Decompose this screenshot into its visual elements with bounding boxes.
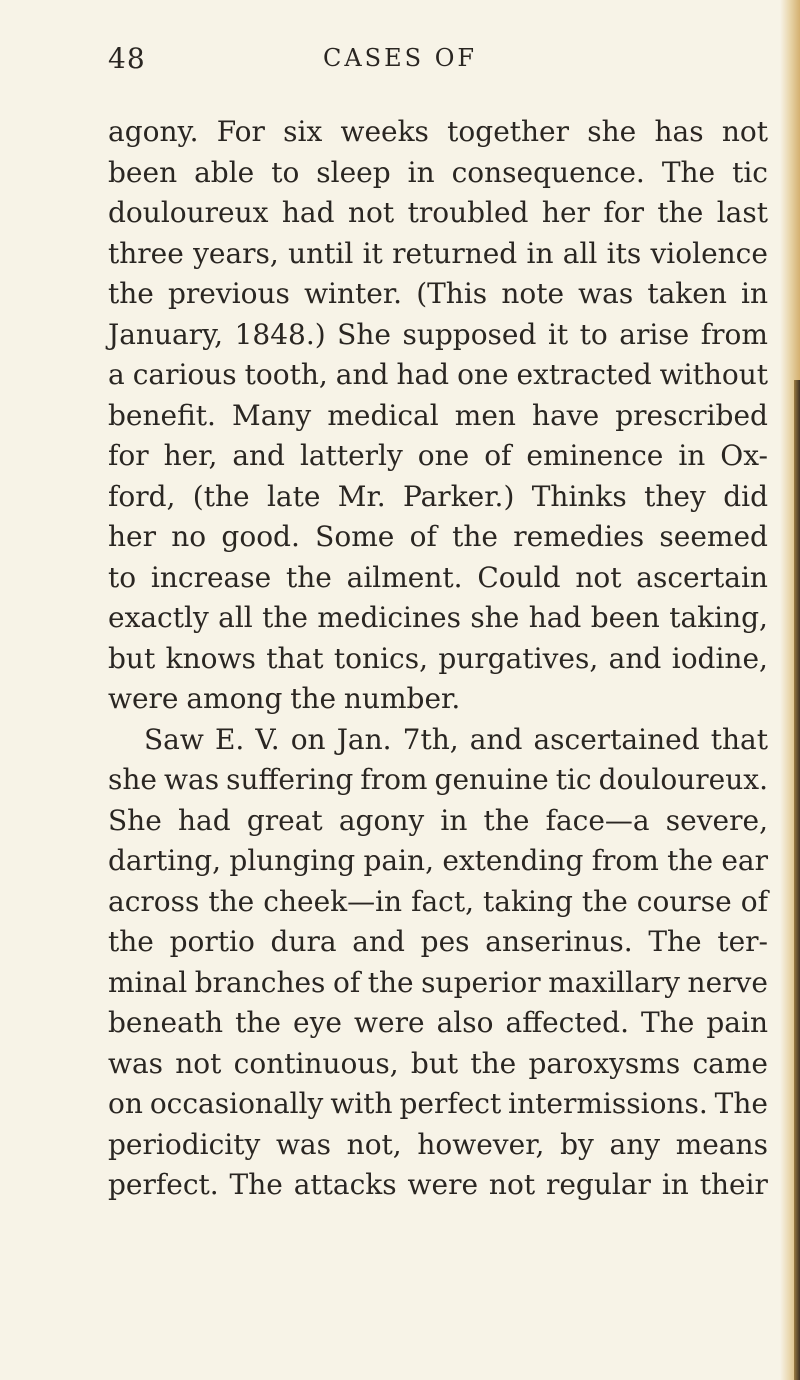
word: Saw	[144, 722, 204, 756]
word: were	[407, 1168, 479, 1201]
word: not	[347, 196, 395, 229]
word: not	[175, 1046, 222, 1080]
word: affected.	[505, 1006, 629, 1039]
word: and	[232, 439, 285, 472]
word: in	[526, 236, 554, 270]
word: January,	[108, 317, 224, 351]
word: dura	[270, 925, 337, 958]
word: one	[417, 439, 470, 472]
word: of	[409, 520, 437, 553]
word: in	[678, 439, 706, 472]
word: that	[266, 641, 324, 675]
word: troubled	[407, 196, 529, 229]
word: from	[700, 317, 768, 351]
word: without	[659, 358, 768, 391]
word: for	[108, 439, 149, 472]
word: agony	[338, 803, 425, 837]
word: severe,	[665, 803, 768, 837]
word: six	[283, 115, 323, 148]
word: among	[186, 682, 283, 715]
word: agony.	[108, 115, 199, 148]
word: ter-	[717, 925, 768, 958]
word: and	[335, 358, 389, 391]
word: until	[288, 236, 354, 270]
text-line	[108, 112, 768, 153]
word: have	[532, 398, 600, 432]
word: weeks	[340, 115, 429, 148]
word: extracted	[516, 358, 652, 391]
word: beneath	[108, 1006, 224, 1039]
word: for	[603, 196, 644, 229]
text-line	[108, 1044, 768, 1085]
word: also	[436, 1006, 494, 1039]
word: pain	[706, 1006, 768, 1039]
word: not	[488, 1168, 536, 1201]
word: occasionally	[149, 1087, 324, 1120]
word: the	[367, 965, 414, 999]
word: a	[108, 358, 125, 391]
word: note	[501, 277, 565, 310]
word: douloureux	[108, 196, 269, 229]
word: had	[281, 196, 335, 229]
text-line	[108, 1003, 768, 1044]
text-line	[108, 841, 768, 882]
word: in	[440, 803, 468, 837]
word: not	[575, 560, 622, 594]
word: perfect	[399, 1087, 502, 1120]
word: face—a	[545, 803, 650, 837]
word: all	[218, 601, 253, 634]
word: that	[710, 722, 768, 756]
word: Mr.	[337, 479, 386, 513]
word: the	[290, 682, 337, 715]
word: the	[208, 884, 255, 918]
word: she	[470, 601, 520, 634]
word: the	[581, 884, 628, 918]
word: the	[108, 925, 154, 958]
word: taken	[647, 277, 727, 310]
word: Ox-	[720, 439, 768, 472]
text-line	[108, 315, 768, 356]
word: by	[560, 1127, 594, 1161]
text-line	[108, 477, 768, 518]
word: douloureux.	[598, 763, 768, 796]
word: nerve	[687, 965, 768, 999]
text-line	[108, 679, 768, 720]
word: portio	[169, 925, 255, 958]
word: tic	[732, 155, 768, 189]
word: late	[266, 479, 321, 513]
word: her	[108, 520, 156, 553]
word: prescribed	[615, 398, 768, 432]
word: ear	[721, 844, 768, 877]
word: 7th,	[402, 722, 459, 756]
word: knows	[165, 641, 256, 675]
word: For	[216, 115, 265, 148]
word: returned	[392, 236, 518, 270]
word: had	[528, 601, 582, 634]
word: came	[692, 1046, 768, 1080]
word: were	[108, 682, 179, 715]
word: 1848.)	[234, 317, 326, 351]
word: carious	[132, 358, 237, 391]
word: one	[457, 358, 509, 391]
word: to	[579, 317, 608, 351]
running-header	[0, 42, 800, 82]
word: with	[330, 1087, 393, 1120]
word: three	[108, 236, 184, 270]
text-line	[108, 963, 768, 1004]
word: means	[675, 1127, 768, 1161]
word: from	[591, 844, 659, 877]
word: she	[587, 115, 637, 148]
word: fact,	[411, 884, 475, 918]
word: her	[541, 196, 590, 229]
word: E.	[214, 722, 245, 756]
word: extending	[442, 844, 584, 877]
word: she	[108, 763, 157, 796]
word: seemed	[659, 520, 768, 553]
text-line	[108, 1125, 768, 1166]
word: the	[285, 560, 332, 594]
word: of	[484, 439, 512, 472]
word: the	[235, 1006, 281, 1039]
word: attacks	[293, 1168, 397, 1201]
text-line	[108, 558, 768, 599]
text-line	[108, 801, 768, 842]
word: tonics,	[333, 641, 428, 675]
word: they	[644, 479, 706, 513]
word: of	[332, 965, 361, 999]
word: ascertain	[636, 560, 768, 594]
running-title: CASES OF	[322, 44, 478, 72]
text-line	[108, 193, 768, 234]
word: on	[108, 1087, 143, 1120]
word: latterly	[299, 439, 403, 472]
word: minal	[108, 965, 188, 999]
word: Many	[232, 398, 312, 432]
text-line	[108, 436, 768, 477]
word: together	[447, 115, 570, 148]
word: years,	[193, 236, 279, 270]
word: in	[741, 277, 768, 310]
word: but	[410, 1046, 459, 1080]
word: Some	[315, 520, 395, 553]
word: The	[661, 155, 716, 189]
word: The	[648, 925, 702, 958]
word: pain,	[363, 844, 434, 877]
word: of	[740, 884, 768, 918]
word: number.	[343, 682, 461, 715]
word: branches	[194, 965, 326, 999]
word: was	[275, 1127, 331, 1161]
word: the	[667, 844, 714, 877]
word: increase	[150, 560, 272, 594]
text-line	[108, 355, 768, 396]
word: it	[362, 236, 383, 270]
word: tic	[555, 763, 592, 796]
word: eminence	[526, 439, 664, 472]
word: consequence.	[451, 155, 645, 189]
word: and	[469, 722, 523, 756]
text-line	[108, 396, 768, 437]
text-line	[108, 922, 768, 963]
word: darting,	[108, 844, 222, 877]
word: however,	[417, 1127, 545, 1161]
word: the	[108, 277, 154, 310]
word: tooth,	[244, 358, 328, 391]
word: remedies	[513, 520, 645, 553]
word: Thinks	[531, 479, 627, 513]
word: taking,	[669, 601, 768, 634]
word: but	[108, 641, 156, 675]
text-line	[108, 760, 768, 801]
body-text	[108, 112, 768, 1206]
word: was	[108, 1046, 164, 1080]
word: all	[562, 236, 598, 270]
word: (This	[416, 277, 488, 310]
word: been	[590, 601, 660, 634]
word: plunging	[229, 844, 356, 877]
word: and	[608, 641, 662, 675]
word: did	[723, 479, 768, 513]
word: She	[337, 317, 391, 351]
word: the	[262, 601, 308, 634]
word: benefit.	[108, 398, 216, 432]
word: violence	[650, 236, 768, 270]
word: Could	[477, 560, 561, 594]
word: eye	[293, 1006, 342, 1039]
word: not,	[346, 1127, 402, 1161]
word: great	[246, 803, 323, 837]
word: had	[396, 358, 450, 391]
word: Jan.	[336, 722, 392, 756]
word: any	[609, 1127, 661, 1161]
word: not	[721, 115, 768, 148]
word: cheek—in	[263, 884, 403, 918]
word: was	[164, 763, 220, 796]
word: ford,	[108, 479, 176, 513]
word: maxillary	[548, 965, 680, 999]
word: anserinus.	[485, 925, 633, 958]
word: has	[654, 115, 704, 148]
word: medical	[327, 398, 439, 432]
page-edge-dark	[794, 380, 800, 1380]
text-line	[108, 639, 768, 680]
word: across	[108, 884, 200, 918]
word: their	[699, 1168, 768, 1201]
text-line	[108, 517, 768, 558]
word: The	[714, 1087, 768, 1120]
word: (the	[192, 479, 250, 513]
word: was	[578, 277, 634, 310]
page-number: 48	[108, 42, 146, 75]
word: ascertained	[533, 722, 700, 756]
word: regular	[545, 1168, 651, 1201]
word: superior	[421, 965, 541, 999]
word: winter.	[304, 277, 403, 310]
word: ailment.	[346, 560, 463, 594]
word: iodine,	[671, 641, 768, 675]
text-line	[108, 153, 768, 194]
text-line	[108, 274, 768, 315]
word: pes	[420, 925, 470, 958]
word: it	[547, 317, 569, 351]
word: supposed	[402, 317, 537, 351]
word: last	[716, 196, 768, 229]
word: the	[452, 520, 498, 553]
word: men	[454, 398, 516, 432]
word: V.	[255, 722, 280, 756]
word: intermissions.	[508, 1087, 708, 1120]
word: Parker.)	[403, 479, 515, 513]
word: on	[290, 722, 326, 756]
word: the	[483, 803, 530, 837]
word: been	[108, 155, 178, 189]
text-line	[108, 234, 768, 275]
word: course	[636, 884, 732, 918]
word: arise	[619, 317, 690, 351]
word: paroxysms	[528, 1046, 681, 1080]
word: from	[360, 763, 428, 796]
word: to	[271, 155, 300, 189]
word: purgatives,	[438, 641, 599, 675]
word: the	[470, 1046, 517, 1080]
word: taking	[483, 884, 573, 918]
word: able	[194, 155, 255, 189]
word: to	[108, 560, 137, 594]
word: good.	[221, 520, 300, 553]
word: and	[352, 925, 405, 958]
text-line	[108, 1165, 768, 1206]
word: She	[108, 803, 162, 837]
word: periodicity	[108, 1127, 261, 1161]
word: The	[229, 1168, 283, 1201]
word: in	[407, 155, 435, 189]
word: medicines	[317, 601, 461, 634]
text-line	[108, 882, 768, 923]
word: genuine	[434, 763, 549, 796]
text-line	[108, 1084, 768, 1125]
word: previous	[168, 277, 290, 310]
word: perfect.	[108, 1168, 219, 1201]
word: suffering	[226, 763, 354, 796]
word: continuous,	[233, 1046, 399, 1080]
text-line	[108, 598, 768, 639]
word: sleep	[316, 155, 391, 189]
word: no	[171, 520, 207, 553]
word: its	[606, 236, 642, 270]
word: exactly	[108, 601, 209, 634]
word: in	[661, 1168, 689, 1201]
word: her,	[163, 439, 218, 472]
text-line	[108, 720, 768, 761]
word: The	[641, 1006, 695, 1039]
word: the	[657, 196, 704, 229]
word: had	[177, 803, 231, 837]
word: were	[354, 1006, 425, 1039]
